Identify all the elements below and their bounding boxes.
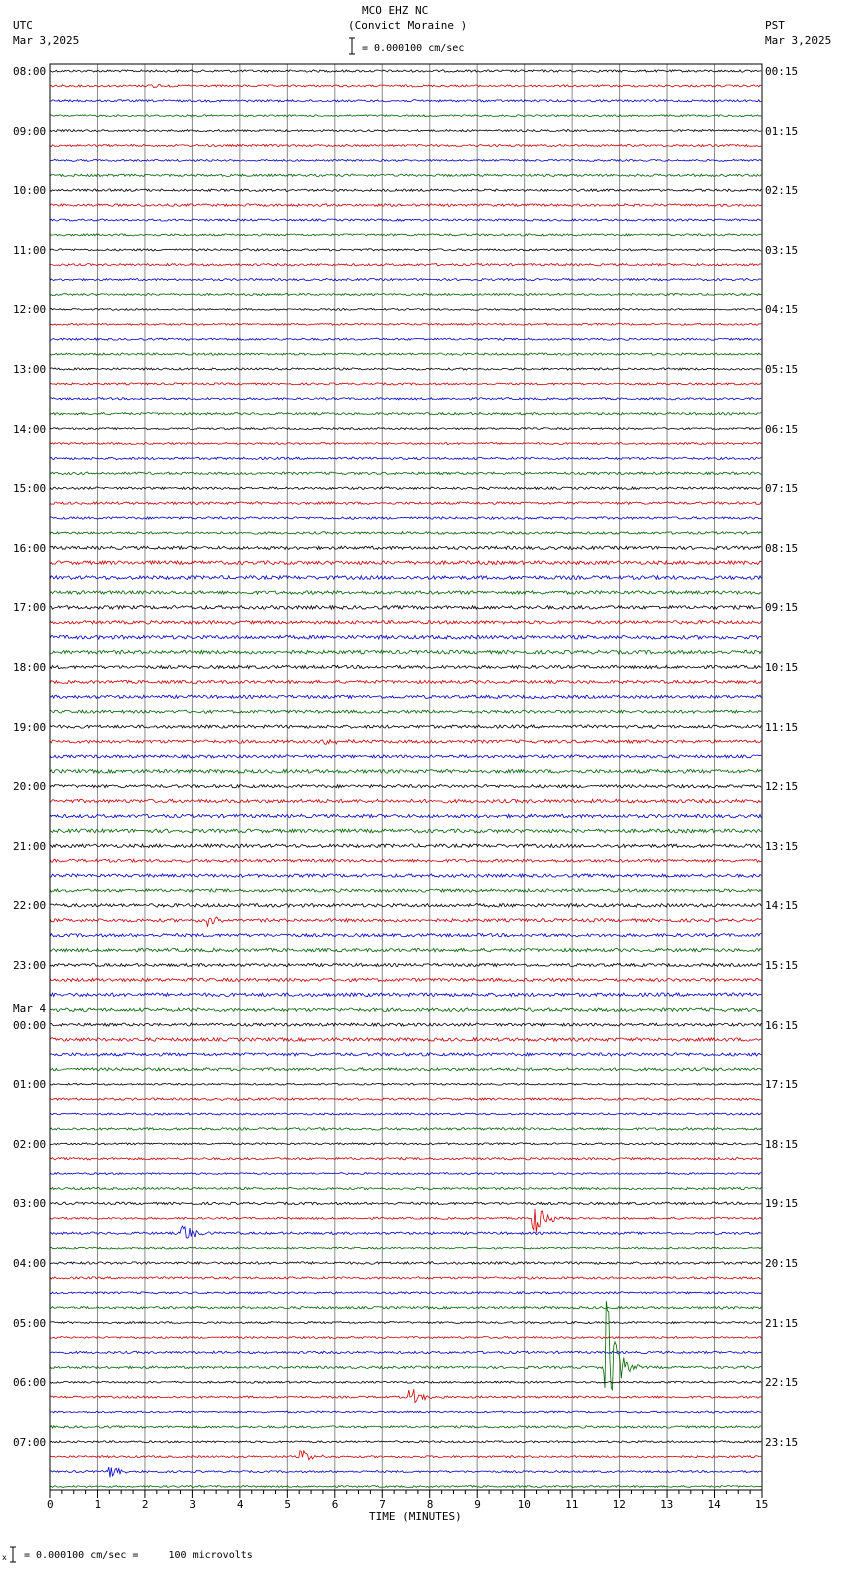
trace-row-12 (50, 249, 761, 251)
pst-label: 05:15 (765, 363, 799, 376)
utc-label: 06:00 (13, 1376, 47, 1390)
trace-row-6 (50, 159, 761, 161)
pst-label: 18:15 (765, 1137, 799, 1151)
trace-row-59 (50, 948, 761, 951)
trace-row-34 (50, 576, 761, 580)
trace-row-22 (50, 398, 761, 400)
trace-row-87 (50, 1301, 761, 1390)
seismic-traces (50, 70, 761, 1488)
pst-label: 01:15 (765, 124, 799, 138)
trace-row-30 (50, 517, 761, 519)
trace-row-53 (50, 859, 761, 862)
trace-row-10 (50, 219, 761, 221)
trace-row-15 (50, 294, 761, 296)
trace-row-42 (50, 695, 761, 698)
trace-row-91 (50, 1426, 761, 1428)
trace-row-70 (50, 1113, 761, 1115)
utc-label: 04:00 (13, 1257, 47, 1270)
trace-row-55 (50, 889, 761, 892)
utc-label: 17:00 (13, 601, 47, 615)
pst-label: 02:15 (765, 184, 799, 198)
trace-row-63 (50, 1008, 761, 1012)
pst-label: 09:15 (765, 601, 799, 615)
trace-row-36 (50, 606, 761, 610)
trace-row-20 (50, 368, 761, 370)
utc-label: 22:00 (13, 899, 47, 913)
trace-row-16 (50, 309, 761, 311)
utc-label: 14:00 (13, 422, 47, 436)
trace-row-21 (50, 383, 761, 385)
trace-row-35 (50, 591, 761, 595)
x-tick-label: 3 (189, 1498, 197, 1511)
trace-row-65 (50, 1038, 761, 1042)
trace-row-46 (50, 755, 761, 758)
utc-label: 18:00 (13, 661, 47, 674)
x-tick-label: 12 (612, 1498, 626, 1511)
trace-row-40 (50, 665, 761, 668)
trace-row-45 (50, 740, 761, 745)
trace-row-1 (50, 84, 761, 87)
trace-row-18 (50, 338, 761, 340)
utc-label: 21:00 (13, 839, 47, 853)
pst-label: 11:15 (765, 720, 799, 734)
pst-label: 13:15 (765, 839, 799, 853)
minute-grid (97, 64, 714, 1490)
trace-row-48 (50, 785, 761, 788)
trace-row-69 (50, 1098, 761, 1100)
x-tick-label: 7 (379, 1498, 386, 1511)
x-tick-label: 0 (47, 1498, 54, 1511)
pst-label: 22:15 (765, 1376, 799, 1390)
trace-row-3 (50, 115, 761, 117)
trace-row-92 (50, 1441, 761, 1443)
pst-date: Mar 3,2025 (765, 34, 832, 47)
x-tick-label: 1 (94, 1498, 102, 1511)
trace-row-90 (50, 1411, 761, 1413)
trace-row-62 (50, 993, 761, 997)
pst-label: 14:15 (765, 899, 799, 913)
trace-row-24 (50, 428, 761, 430)
x-tick-label: 14 (707, 1498, 721, 1511)
trace-row-43 (50, 710, 761, 713)
pst-label: 10:15 (765, 661, 799, 674)
pst-label: 12:15 (765, 780, 799, 794)
trace-row-39 (50, 650, 761, 654)
trace-row-76 (50, 1202, 761, 1205)
utc-label: 13:00 (13, 363, 47, 376)
x-tick-label: 8 (426, 1498, 434, 1511)
trace-row-31 (50, 532, 761, 534)
pst-label: 23:15 (765, 1435, 799, 1449)
utc-label: 23:00 (13, 959, 47, 972)
trace-row-83 (50, 1307, 761, 1309)
x-axis (50, 1490, 762, 1498)
x-tick-label: 9 (474, 1498, 481, 1511)
trace-row-23 (50, 413, 761, 415)
trace-row-81 (50, 1277, 761, 1279)
pst-timezone: PST (765, 19, 785, 32)
x-tick-label: 4 (236, 1498, 244, 1511)
trace-row-52 (50, 844, 761, 848)
x-tick-label: 10 (517, 1498, 531, 1511)
trace-row-85 (50, 1337, 761, 1339)
utc-label: 12:00 (13, 303, 47, 317)
utc-timezone: UTC (13, 19, 33, 32)
trace-row-17 (50, 323, 761, 325)
station-title: MCO EHZ NC (362, 4, 429, 17)
trace-row-71 (50, 1128, 761, 1131)
trace-row-2 (50, 100, 761, 102)
utc-label: 08:00 (13, 65, 47, 78)
x-axis-label: TIME (MINUTES) (369, 1510, 462, 1523)
trace-row-80 (50, 1262, 761, 1265)
trace-row-89 (50, 1389, 761, 1402)
utc-label: 10:00 (13, 184, 47, 198)
pst-label: 03:15 (765, 243, 799, 257)
utc-label: 05:00 (13, 1316, 47, 1330)
utc-label: 02:00 (13, 1137, 47, 1151)
utc-label: 15:00 (13, 482, 47, 496)
scale-bar-top (349, 38, 355, 54)
trace-row-50 (50, 814, 761, 817)
trace-row-29 (50, 502, 761, 505)
utc-label: 00:00 (13, 1018, 47, 1032)
trace-row-77 (50, 1209, 761, 1233)
trace-row-7 (50, 174, 761, 176)
trace-row-67 (50, 1068, 761, 1071)
trace-row-57 (50, 917, 761, 927)
trace-row-51 (50, 829, 761, 833)
trace-row-25 (50, 443, 761, 445)
trace-row-60 (50, 963, 761, 966)
trace-row-72 (50, 1143, 761, 1145)
trace-row-54 (50, 874, 761, 877)
x-tick-label: 15 (755, 1498, 769, 1511)
pst-label: 17:15 (765, 1078, 799, 1092)
trace-row-27 (50, 472, 761, 475)
trace-row-88 (50, 1381, 761, 1383)
trace-row-0 (50, 70, 761, 72)
pst-label: 15:15 (765, 959, 799, 972)
utc-label: 16:00 (13, 541, 47, 555)
trace-row-95 (50, 1486, 761, 1488)
trace-row-8 (50, 189, 761, 191)
pst-label: 00:15 (765, 65, 799, 78)
trace-row-19 (50, 353, 761, 355)
trace-row-66 (50, 1053, 761, 1056)
trace-row-64 (50, 1023, 761, 1026)
date-change-label: Mar 4 (13, 1002, 47, 1015)
x-tick-label: 13 (660, 1498, 674, 1511)
x-tick-label: 2 (141, 1498, 149, 1511)
trace-row-28 (50, 487, 761, 489)
utc-label: 20:00 (13, 780, 47, 794)
trace-row-79 (50, 1247, 761, 1249)
utc-label: 01:00 (13, 1078, 47, 1092)
trace-row-13 (50, 264, 761, 266)
trace-row-93 (50, 1451, 761, 1460)
pst-label: 20:15 (765, 1257, 799, 1270)
trace-row-11 (50, 234, 761, 236)
trace-row-26 (50, 457, 761, 459)
trace-row-44 (50, 725, 761, 728)
pst-label: 08:15 (765, 541, 799, 555)
trace-row-78 (50, 1226, 761, 1238)
pst-label: 19:15 (765, 1197, 799, 1211)
x-tick-label: 5 (284, 1498, 291, 1511)
trace-row-47 (50, 769, 761, 773)
trace-row-68 (50, 1083, 761, 1085)
trace-row-4 (50, 130, 761, 132)
footer-scale-note: = 0.000100 cm/sec = 100 microvolts (24, 1550, 253, 1561)
trace-row-9 (50, 204, 761, 207)
scale-label: = 0.000100 cm/sec (362, 43, 465, 54)
trace-row-32 (50, 546, 761, 549)
pst-label: 21:15 (765, 1316, 799, 1330)
trace-row-5 (50, 144, 761, 146)
trace-row-73 (50, 1158, 761, 1160)
trace-row-75 (50, 1187, 761, 1189)
pst-label: 04:15 (765, 303, 799, 317)
trace-row-33 (50, 561, 761, 565)
utc-label: 19:00 (13, 720, 47, 734)
trace-row-37 (50, 621, 761, 624)
pst-label: 07:15 (765, 482, 799, 496)
trace-row-38 (50, 635, 761, 639)
trace-row-74 (50, 1173, 761, 1175)
trace-row-94 (50, 1467, 761, 1477)
plot-frame (50, 64, 762, 1490)
trace-row-49 (50, 799, 761, 803)
utc-date: Mar 3,2025 (13, 34, 80, 47)
trace-row-82 (50, 1292, 761, 1294)
trace-row-84 (50, 1322, 761, 1324)
pst-label: 06:15 (765, 422, 799, 436)
trace-row-86 (50, 1351, 761, 1353)
utc-label: 03:00 (13, 1197, 47, 1211)
scale-bar-bottom (10, 1547, 16, 1562)
trace-row-56 (50, 904, 761, 908)
pst-label: 16:15 (765, 1018, 799, 1032)
trace-row-61 (50, 978, 761, 981)
location-subtitle: (Convict Moraine ) (348, 19, 468, 32)
footer-mark: x (2, 1553, 7, 1562)
trace-row-14 (50, 279, 761, 281)
trace-row-58 (50, 934, 761, 937)
utc-label: 09:00 (13, 124, 47, 138)
utc-label: 07:00 (13, 1435, 47, 1449)
trace-row-41 (50, 680, 761, 683)
x-tick-label: 6 (331, 1498, 339, 1511)
x-tick-label: 11 (565, 1498, 579, 1511)
utc-label: 11:00 (13, 243, 47, 257)
